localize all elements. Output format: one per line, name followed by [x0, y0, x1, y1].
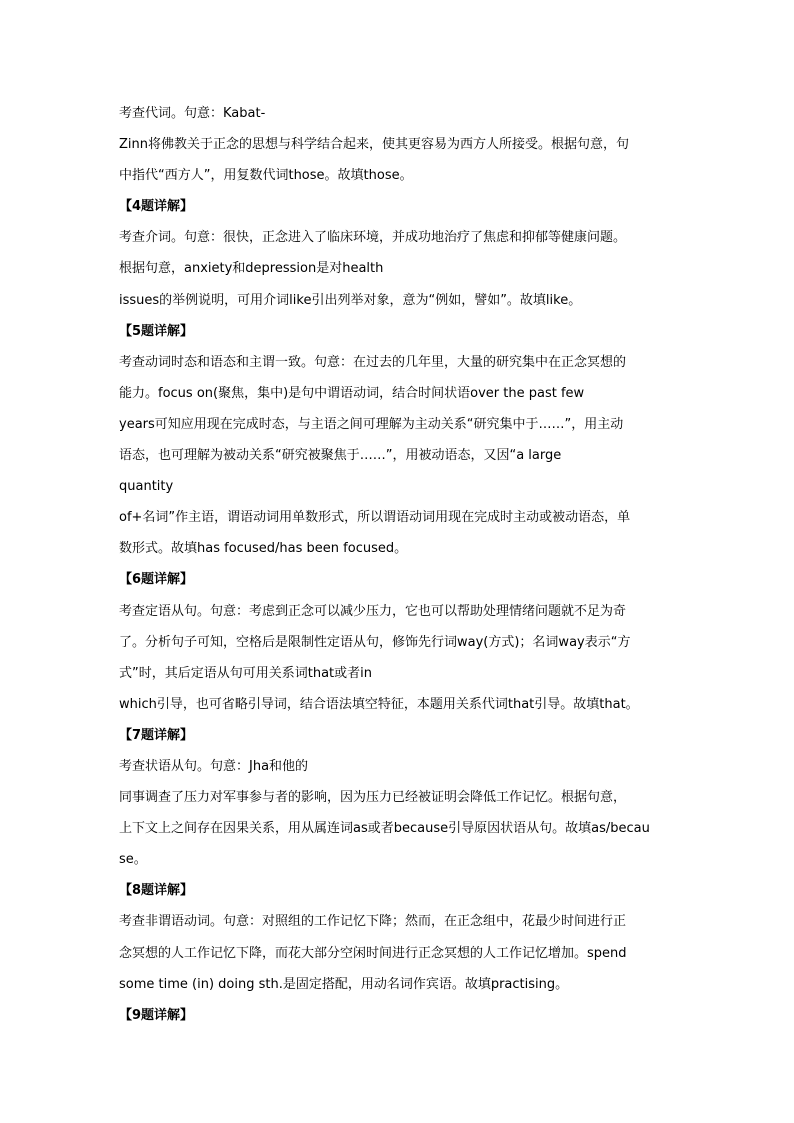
text-line: 同事调查了压力对军事参与者的影响，因为压力已经被证明会降低工作记忆。根据句意，	[119, 790, 627, 806]
text-line: 数形式。故填has focused/has been focused。	[119, 541, 408, 557]
section-heading: 【7题详解】	[119, 727, 194, 743]
document-page	[119, 98, 679, 1031]
text-line: 念冥想的人工作记忆下降，而花大部分空闲时间进行正念冥想的人工作记忆增加。spend	[119, 945, 627, 961]
text-line: 考查动词时态和语态和主谓一致。句意：在过去的几年里，大量的研究集中在正念冥想的	[119, 354, 627, 370]
section-heading: 【5题详解】	[119, 323, 194, 339]
section-heading: 【9题详解】	[119, 1007, 194, 1023]
text-line: which引导，也可省略引导词，结合语法填空特征，本题用关系代词that引导。故填that。	[119, 696, 639, 712]
text-line: some time (in) doing sth.是固定搭配，用动名词作宾语。故填practising。	[119, 976, 569, 992]
text-line: years可知应用现在完成时态，与主语之间可理解为主动关系“研究集中于……”，用主动	[119, 416, 624, 432]
text-line: 中指代“西方人”，用复数代词those。故填those。	[119, 168, 413, 184]
text-line: se。	[119, 852, 147, 868]
text-line: quantity	[119, 479, 174, 495]
text-line: of+名词”作主语，谓语动词用单数形式，所以谓语动词用现在完成时主动或被动语态，单	[119, 510, 631, 526]
text-line: issues的举例说明，可用介词like引出列举对象，意为“例如，譬如”。故填like。	[119, 292, 582, 308]
text-line: 考查状语从句。句意：Jha和他的	[119, 758, 309, 774]
text-line: 语态，也可理解为被动关系“研究被聚焦于……”，用被动语态，又因“a large	[119, 448, 562, 464]
section-heading: 【8题详解】	[119, 883, 194, 899]
text-line: 上下文上之间存在因果关系，用从属连词as或者because引导原因状语从句。故填as/becau	[119, 821, 650, 837]
text-line: 式”时，其后定语从句可用关系词that或者in	[119, 665, 372, 681]
section-heading: 【6题详解】	[119, 572, 194, 588]
text-line: 了。分析句子可知，空格后是限制性定语从句，修饰先行词way(方式)；名词way表示“方	[119, 634, 631, 650]
text-line: 考查介词。句意：很快，正念进入了临床环境，并成功地治疗了焦虑和抑郁等健康问题。	[119, 230, 627, 246]
text-line: 考查代词。句意：Kabat-	[119, 106, 266, 121]
text-line: 考查非谓语动词。句意：对照组的工作记忆下降；然而，在正念组中，花最少时间进行正	[119, 914, 627, 930]
text-line: 根据句意，anxiety和depression是对health	[119, 261, 384, 277]
text-line: Zinn将佛教关于正念的思想与科学结合起来，使其更容易为西方人所接受。根据句意，句	[119, 137, 629, 153]
text-line: 能力。focus on(聚焦，集中)是句中谓语动词，结合时间状语over the past few	[119, 385, 585, 401]
text-line: 考查定语从句。句意：考虑到正念可以减少压力，它也可以帮助处理情绪问题就不足为奇	[119, 603, 627, 619]
section-heading: 【4题详解】	[119, 199, 194, 215]
